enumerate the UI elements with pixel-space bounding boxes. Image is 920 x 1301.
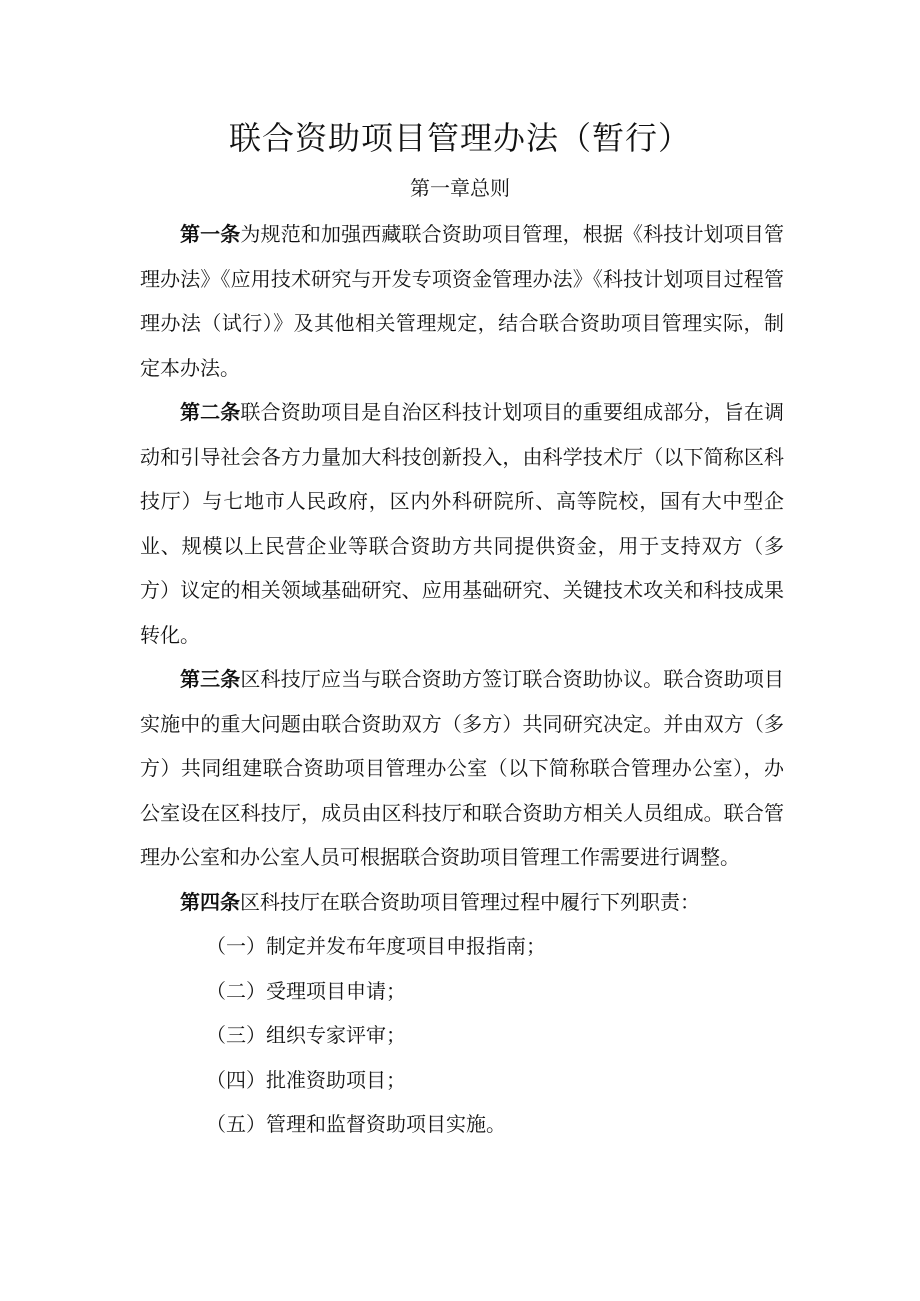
article-label: 第二条 — [180, 400, 241, 424]
list-item: （二）受理项目申请； — [206, 978, 406, 1003]
article-label: 第一条 — [180, 222, 241, 246]
list-item: （一）制定并发布年度项目申报指南； — [206, 934, 546, 958]
article-1 — [140, 212, 784, 390]
document-body — [140, 212, 784, 1147]
list-item: （五）管理和监督资助项目实施。 — [206, 1112, 506, 1136]
list-item: （四）批准资助项目； — [206, 1067, 406, 1092]
article-text: 区科技厅应当与联合资助方签订联合资助协议。联合资助项目实施中的重大问题由联合资助双方（多方）共同研究决定。并由双方（多方）共同组建联合资助项目管理办公室（以下简称联合管理办公室），办公室设在区科技厅，成员由区科技厅和联合资助方相关人员组成。联合管理办公室和办公室人员可根据联合资助项目管理工作需要进行调整。 — [140, 667, 785, 869]
article-label: 第三条 — [180, 667, 241, 691]
article-2 — [140, 390, 784, 657]
article-label: 第四条 — [180, 889, 240, 914]
article-text: 为规范和加强西藏联合资助项目管理，根据《科技计划项目管理办法》《应用技术研究与开发专项资金管理办法》《科技计划项目过程管理办法（试行）》及其他相关管理规定，结合联合资助项目管理实际，制定本办法。 — [140, 222, 785, 380]
document-title: 联合资助项目管理办法（暂行） — [228, 119, 691, 157]
article-text: 联合资助项目是自治区科技计划项目的重要组成部分，旨在调动和引导社会各方力量加大科技创新投入，由科学技术厅（以下简称区科技厅）与七地市人民政府，区内外科研院所、高等院校，国有大中型企业、规模以上民营企业等联合资助方共同提供资金，用于支持双方（多方）议定的相关领域基础研究、应用基础研究、关键技术攻关和科技成果转化。 — [140, 400, 785, 647]
list-item: （三）组织专家评审； — [206, 1023, 406, 1047]
article-4 — [140, 880, 784, 925]
chapter-heading: 第一章总则 — [410, 176, 510, 200]
article-3 — [140, 657, 784, 880]
article-text: 区科技厅在联合资助项目管理过程中履行下列职责： — [240, 889, 700, 914]
